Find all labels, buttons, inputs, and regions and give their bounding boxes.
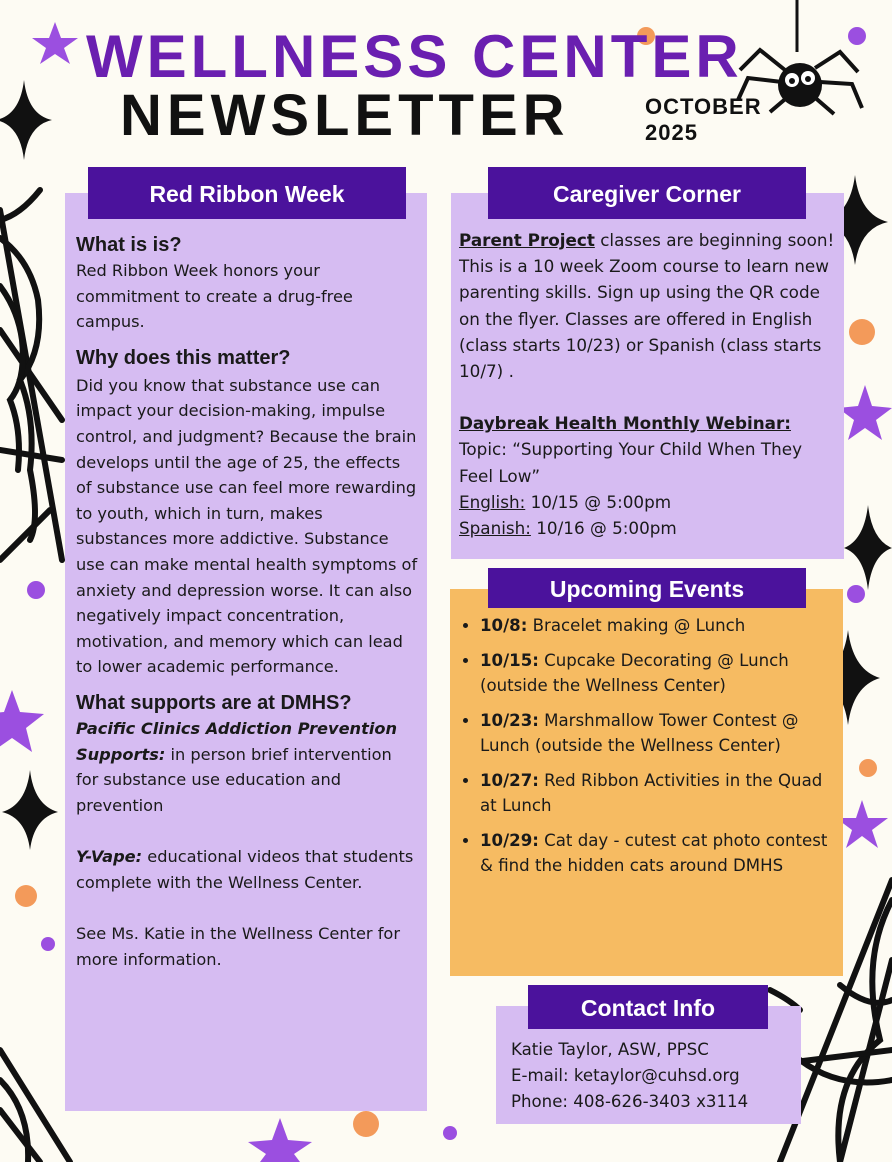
support-pacific-clinics-desc: in person brief intervention for substance use education and prevention xyxy=(76,744,392,815)
event-item xyxy=(480,768,836,819)
english-label: English: xyxy=(459,491,526,512)
red-ribbon-closing: See Ms. Katie in the Wellness Center for more information. xyxy=(76,924,400,970)
event-date: 10/23: xyxy=(480,710,539,730)
parent-project-link: Parent Project xyxy=(459,230,595,250)
spanish-time: 10/16 @ 5:00pm xyxy=(530,518,677,539)
page-title-line2: NEWSLETTER xyxy=(120,83,570,148)
event-item xyxy=(480,613,836,639)
event-date: 10/29: xyxy=(480,830,539,850)
question-supports: What supports are at DMHS? xyxy=(76,691,352,714)
caregiver-content xyxy=(459,227,837,541)
caregiver-heading: Caregiver Corner xyxy=(488,167,806,219)
contact-email[interactable]: E-mail: ketaylor@cuhsd.org xyxy=(511,1066,740,1085)
red-ribbon-content xyxy=(76,232,418,973)
cobweb-icon xyxy=(0,190,62,560)
support-pacific-clinics xyxy=(76,716,418,818)
events-content xyxy=(454,613,836,888)
parent-project-text: classes are beginning soon! This is a 10 week Zoom course to learn new parenting skills. Sign up using the QR code on the flyer. Classes are offered in English (class starts 10/23) or Spanish (class starts 10/7) . xyxy=(459,230,835,382)
events-heading: Upcoming Events xyxy=(488,568,806,608)
parent-project-info xyxy=(459,227,837,384)
red-ribbon-heading: Red Ribbon Week xyxy=(88,167,406,219)
event-item xyxy=(480,648,836,699)
event-item xyxy=(480,828,836,879)
webinar-title: Daybreak Health Monthly Webinar: xyxy=(459,413,791,434)
support-y-vape-desc: educational videos that students complete with the Wellness Center. xyxy=(76,847,414,892)
english-time: 10/15 @ 5:00pm xyxy=(525,491,672,512)
question-why-matter: Why does this matter? xyxy=(76,346,291,369)
event-text: Bracelet making @ Lunch xyxy=(527,616,746,635)
event-text: Cat day - cutest cat photo contest & find the hidden cats around DMHS xyxy=(480,830,828,875)
support-y-vape-name: Y-Vape: xyxy=(76,847,143,867)
issue-month: OCTOBER xyxy=(645,94,762,119)
answer-what-is-it: Red Ribbon Week honors your commitment to create a drug-free campus. xyxy=(76,261,353,332)
webinar-topic: Topic: “Supporting Your Child When They Feel Low” xyxy=(459,439,802,486)
page-title-line1: WELLNESS CENTER xyxy=(86,23,743,90)
issue-date xyxy=(645,94,762,146)
webinar-english xyxy=(459,489,837,515)
question-what-is-it: What is is? xyxy=(76,234,182,256)
support-y-vape xyxy=(76,844,418,895)
event-date: 10/27: xyxy=(480,770,539,790)
event-text: Red Ribbon Activities in the Quad at Lunch xyxy=(480,770,823,815)
event-text: Marshmallow Tower Contest @ Lunch (outside the Wellness Center) xyxy=(480,710,799,755)
contact-heading: Contact Info xyxy=(528,985,768,1029)
event-date: 10/8: xyxy=(480,616,528,635)
spanish-label: Spanish: xyxy=(459,518,531,539)
contact-phone[interactable]: Phone: 408-626-3403 x3114 xyxy=(511,1092,749,1111)
issue-year: 2025 xyxy=(645,120,698,145)
contact-content xyxy=(511,1037,797,1115)
answer-why-matter: Did you know that substance use can impact your decision-making, impulse control, and judgment? Because the brain develops until the age of 25, the effects of substance use can feel more rewarding to youth, which in turn, makes substances more addictive. Substance use can make mental health symptoms of anxiety and depression worse. It can also negatively impact concentration, motivation, and memory which can lead to lower academic performance. xyxy=(76,375,418,677)
support-pacific-clinics-name: Pacific Clinics Addiction Prevention Supports: xyxy=(76,718,398,764)
event-text: Cupcake Decorating @ Lunch (outside the Wellness Center) xyxy=(480,650,789,695)
event-date: 10/15: xyxy=(480,650,539,670)
events-list xyxy=(454,613,836,879)
event-item xyxy=(480,708,836,759)
cobweb-icon xyxy=(0,1050,70,1162)
contact-name: Katie Taylor, ASW, PPSC xyxy=(511,1040,709,1059)
webinar-spanish xyxy=(459,515,837,541)
